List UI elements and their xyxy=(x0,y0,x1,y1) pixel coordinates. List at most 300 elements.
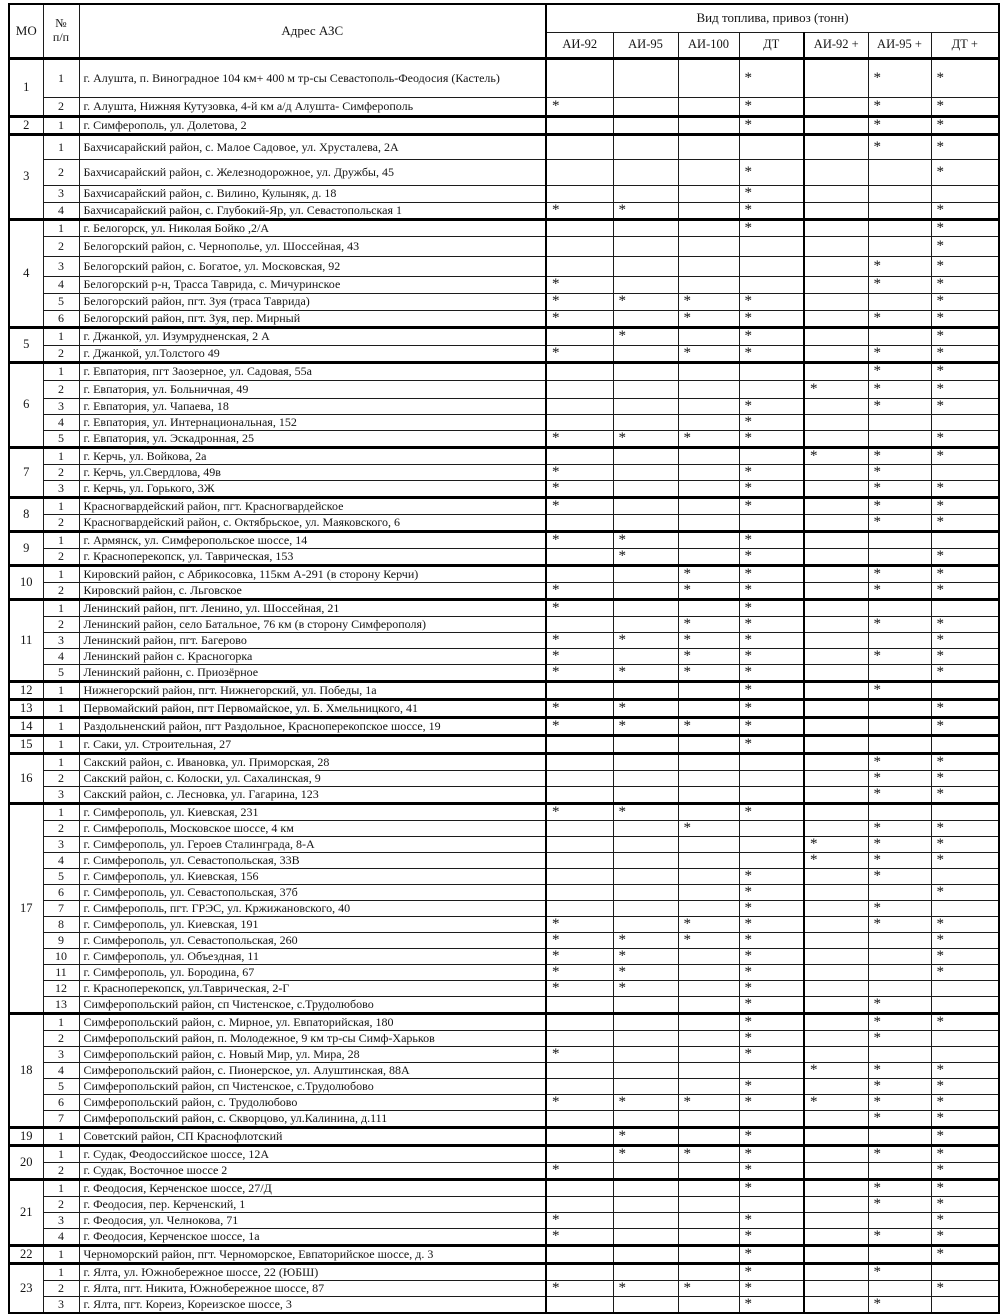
table-row xyxy=(9,345,999,362)
fuel-cell-ai100 xyxy=(678,803,739,820)
fuel-cell-ai92 xyxy=(546,380,613,398)
fuel-cell-ai100 xyxy=(678,327,739,345)
header-fuel-ai95plus: АИ-95 + xyxy=(868,32,931,58)
fuel-cell-dt: * xyxy=(739,648,804,664)
row-number-cell: 9 xyxy=(43,932,79,948)
fuel-cell-ai95 xyxy=(613,276,678,293)
fuel-cell-ai92plus xyxy=(804,632,868,648)
fuel-cell-dtplus: * xyxy=(931,293,999,310)
fuel-cell-ai92plus xyxy=(804,1263,868,1280)
fuel-cell-ai92: * xyxy=(546,464,613,480)
fuel-cell-ai95: * xyxy=(613,293,678,310)
table-row xyxy=(9,996,999,1013)
fuel-cell-ai100: * xyxy=(678,616,739,632)
fuel-cell-dtplus: * xyxy=(931,916,999,932)
row-number-cell: 4 xyxy=(43,852,79,868)
fuel-cell-dtplus: * xyxy=(931,1094,999,1110)
fuel-cell-ai100 xyxy=(678,1228,739,1245)
fuel-cell-ai95plus xyxy=(868,803,931,820)
fuel-cell-ai95: * xyxy=(613,1094,678,1110)
fuel-cell-ai95plus xyxy=(868,414,931,430)
fuel-cell-ai95 xyxy=(613,868,678,884)
fuel-cell-ai95plus: * xyxy=(868,616,931,632)
fuel-cell-dt: * xyxy=(739,1127,804,1145)
fuel-cell-ai100 xyxy=(678,996,739,1013)
row-number-cell: 1 xyxy=(43,116,79,134)
table-row xyxy=(9,1013,999,1030)
fuel-cell-ai95plus: * xyxy=(868,1062,931,1078)
fuel-cell-ai92plus xyxy=(804,1196,868,1212)
address-cell: г. Красноперекопск, ул. Таврическая, 153 xyxy=(79,548,546,565)
fuel-cell-dtplus: * xyxy=(931,236,999,256)
fuel-cell-ai95plus xyxy=(868,531,931,548)
fuel-cell-ai92: * xyxy=(546,531,613,548)
fuel-cell-ai100 xyxy=(678,1212,739,1228)
fuel-cell-ai95: * xyxy=(613,664,678,681)
table-row xyxy=(9,565,999,582)
fuel-cell-ai92plus xyxy=(804,648,868,664)
fuel-cell-dt xyxy=(739,380,804,398)
address-cell: Ленинский районн, с. Приозёрное xyxy=(79,664,546,681)
fuel-cell-ai95: * xyxy=(613,964,678,980)
row-number-cell: 1 xyxy=(43,497,79,514)
fuel-cell-dt: * xyxy=(739,1030,804,1046)
fuel-cell-dt xyxy=(739,1110,804,1127)
table-row xyxy=(9,1280,999,1296)
address-cell: г. Симферополь, Московское шоссе, 4 км xyxy=(79,820,546,836)
address-cell: г. Судак, Феодоссийское шоссе, 12А xyxy=(79,1145,546,1162)
fuel-cell-dtplus: * xyxy=(931,1013,999,1030)
fuel-cell-ai92 xyxy=(546,820,613,836)
fuel-cell-ai95 xyxy=(613,1162,678,1179)
fuel-cell-ai100 xyxy=(678,447,739,464)
fuel-cell-ai95plus xyxy=(868,932,931,948)
fuel-cell-ai100 xyxy=(678,1013,739,1030)
mo-cell: 9 xyxy=(9,531,43,565)
fuel-cell-ai92 xyxy=(546,236,613,256)
fuel-cell-ai100: * xyxy=(678,310,739,327)
fuel-cell-ai95plus xyxy=(868,1162,931,1179)
table-row xyxy=(9,852,999,868)
fuel-cell-dtplus: * xyxy=(931,964,999,980)
fuel-cell-ai95plus: * xyxy=(868,1094,931,1110)
fuel-cell-ai92 xyxy=(546,884,613,900)
table-row xyxy=(9,1145,999,1162)
fuel-cell-ai92 xyxy=(546,327,613,345)
fuel-cell-dt xyxy=(739,514,804,531)
row-number-cell: 3 xyxy=(43,185,79,202)
address-cell: Симферопольский район, с. Новый Мир, ул. Мира, 28 xyxy=(79,1046,546,1062)
table-row xyxy=(9,900,999,916)
row-number-cell: 4 xyxy=(43,1062,79,1078)
fuel-cell-ai95: * xyxy=(613,699,678,717)
fuel-cell-ai95 xyxy=(613,616,678,632)
fuel-cell-ai100 xyxy=(678,1162,739,1179)
fuel-cell-ai92: * xyxy=(546,648,613,664)
fuel-cell-ai95 xyxy=(613,852,678,868)
address-cell: г. Красноперекопск, ул.Таврическая, 2-Г xyxy=(79,980,546,996)
fuel-cell-ai100 xyxy=(678,548,739,565)
row-number-cell: 1 xyxy=(43,565,79,582)
fuel-cell-dtplus: * xyxy=(931,616,999,632)
fuel-cell-ai95: * xyxy=(613,948,678,964)
table-row xyxy=(9,1179,999,1196)
fuel-cell-dtplus: * xyxy=(931,717,999,735)
fuel-cell-dt: * xyxy=(739,599,804,616)
row-number-cell: 6 xyxy=(43,1094,79,1110)
fuel-cell-ai100 xyxy=(678,786,739,803)
fuel-cell-ai92plus xyxy=(804,1078,868,1094)
fuel-cell-ai95: * xyxy=(613,430,678,447)
fuel-cell-ai100: * xyxy=(678,632,739,648)
fuel-cell-ai100 xyxy=(678,514,739,531)
row-number-cell: 3 xyxy=(43,1046,79,1062)
table-row xyxy=(9,616,999,632)
table-row xyxy=(9,582,999,599)
fuel-cell-ai100: * xyxy=(678,582,739,599)
fuel-cell-ai95: * xyxy=(613,980,678,996)
row-number-cell: 4 xyxy=(43,276,79,293)
fuel-cell-dtplus: * xyxy=(931,1228,999,1245)
mo-cell: 6 xyxy=(9,362,43,447)
row-number-cell: 1 xyxy=(43,447,79,464)
fuel-cell-ai92plus xyxy=(804,753,868,770)
fuel-cell-ai100 xyxy=(678,836,739,852)
fuel-cell-dt xyxy=(739,134,804,159)
fuel-cell-ai92: * xyxy=(546,97,613,116)
fuel-cell-ai92 xyxy=(546,996,613,1013)
fuel-cell-dtplus: * xyxy=(931,1280,999,1296)
row-number-cell: 8 xyxy=(43,916,79,932)
table-row xyxy=(9,836,999,852)
fuel-cell-ai92: * xyxy=(546,202,613,219)
row-number-cell: 5 xyxy=(43,868,79,884)
address-cell: г. Симферополь, ул. Героев Сталинграда, 8-А xyxy=(79,836,546,852)
mo-cell: 19 xyxy=(9,1127,43,1145)
fuel-cell-ai95: * xyxy=(613,548,678,565)
fuel-cell-ai95 xyxy=(613,1013,678,1030)
address-cell: г. Симферополь, ул. Киевская, 231 xyxy=(79,803,546,820)
fuel-cell-ai95plus xyxy=(868,327,931,345)
address-cell: г. Евпатория, ул. Больничная, 49 xyxy=(79,380,546,398)
fuel-cell-ai95plus xyxy=(868,430,931,447)
fuel-cell-ai92 xyxy=(546,1179,613,1196)
row-number-cell: 1 xyxy=(43,735,79,753)
fuel-cell-ai92plus xyxy=(804,996,868,1013)
fuel-cell-dtplus xyxy=(931,599,999,616)
fuel-cell-ai95plus: * xyxy=(868,1030,931,1046)
row-number-cell: 1 xyxy=(43,803,79,820)
row-number-cell: 1 xyxy=(43,599,79,616)
fuel-cell-ai100 xyxy=(678,116,739,134)
mo-cell: 2 xyxy=(9,116,43,134)
fuel-cell-ai95plus xyxy=(868,735,931,753)
fuel-cell-ai100 xyxy=(678,1245,739,1263)
address-cell: г. Евпатория, ул. Чапаева, 18 xyxy=(79,398,546,414)
fuel-cell-ai92plus xyxy=(804,699,868,717)
fuel-cell-ai92plus xyxy=(804,185,868,202)
fuel-cell-ai95plus xyxy=(868,632,931,648)
fuel-cell-ai95 xyxy=(613,599,678,616)
fuel-cell-dt: * xyxy=(739,1145,804,1162)
mo-cell: 23 xyxy=(9,1263,43,1313)
fuel-cell-ai100 xyxy=(678,1196,739,1212)
fuel-cell-dt: * xyxy=(739,1280,804,1296)
row-number-cell: 5 xyxy=(43,430,79,447)
fuel-cell-ai92: * xyxy=(546,948,613,964)
address-cell: Белогорский район, пгт. Зуя, пер. Мирный xyxy=(79,310,546,327)
table-row xyxy=(9,1196,999,1212)
address-cell: г. Феодосия, Керченское шоссе, 1а xyxy=(79,1228,546,1245)
fuel-cell-ai95 xyxy=(613,447,678,464)
fuel-cell-ai95 xyxy=(613,236,678,256)
fuel-cell-ai100: * xyxy=(678,345,739,362)
table-row xyxy=(9,1094,999,1110)
fuel-cell-ai92plus: * xyxy=(804,447,868,464)
fuel-cell-ai100: * xyxy=(678,664,739,681)
table-row xyxy=(9,293,999,310)
fuel-cell-ai100 xyxy=(678,681,739,699)
fuel-cell-dt xyxy=(739,1062,804,1078)
fuel-cell-dtplus xyxy=(931,681,999,699)
fuel-cell-dtplus: * xyxy=(931,1078,999,1094)
mo-cell: 15 xyxy=(9,735,43,753)
address-cell: Белогорский район, с. Богатое, ул. Московская, 92 xyxy=(79,256,546,276)
fuel-cell-dt: * xyxy=(739,932,804,948)
fuel-cell-ai95plus: * xyxy=(868,497,931,514)
fuel-cell-ai100 xyxy=(678,699,739,717)
fuel-cell-dt: * xyxy=(739,1179,804,1196)
fuel-cell-dt xyxy=(739,786,804,803)
fuel-cell-ai100 xyxy=(678,159,739,185)
fuel-cell-ai95 xyxy=(613,1046,678,1062)
address-cell: г. Симферополь, ул. Севастопольская, 260 xyxy=(79,932,546,948)
fuel-cell-ai95 xyxy=(613,514,678,531)
fuel-cell-ai95: * xyxy=(613,1145,678,1162)
fuel-cell-ai95 xyxy=(613,1196,678,1212)
fuel-cell-dt: * xyxy=(739,531,804,548)
fuel-cell-ai92plus xyxy=(804,664,868,681)
fuel-cell-ai92plus xyxy=(804,820,868,836)
fuel-cell-ai95 xyxy=(613,1110,678,1127)
address-cell: Симферопольский район, с. Мирное, ул. Евпаторийская, 180 xyxy=(79,1013,546,1030)
fuel-cell-dtplus xyxy=(931,464,999,480)
fuel-cell-ai92plus xyxy=(804,1280,868,1296)
fuel-cell-ai92: * xyxy=(546,717,613,735)
fuel-cell-dtplus: * xyxy=(931,1196,999,1212)
fuel-cell-ai92 xyxy=(546,185,613,202)
address-cell: Кировский район, с. Льговское xyxy=(79,582,546,599)
fuel-cell-dt: * xyxy=(739,548,804,565)
fuel-cell-ai92plus xyxy=(804,900,868,916)
row-number-cell: 1 xyxy=(43,58,79,97)
row-number-cell: 2 xyxy=(43,582,79,599)
fuel-cell-ai95 xyxy=(613,116,678,134)
fuel-cell-ai100 xyxy=(678,219,739,236)
fuel-cell-ai92plus xyxy=(804,464,868,480)
address-cell: г. Ялта, ул. Южнобережное шоссе, 22 (ЮБШ) xyxy=(79,1263,546,1280)
row-number-cell: 3 xyxy=(43,632,79,648)
fuel-cell-ai95 xyxy=(613,380,678,398)
mo-cell: 17 xyxy=(9,803,43,1013)
address-cell: г. Симферополь, ул. Киевская, 156 xyxy=(79,868,546,884)
fuel-cell-ai100 xyxy=(678,97,739,116)
fuel-cell-ai95plus: * xyxy=(868,447,931,464)
fuel-cell-ai92 xyxy=(546,414,613,430)
fuel-cell-dtplus: * xyxy=(931,134,999,159)
fuel-cell-ai92: * xyxy=(546,1212,613,1228)
row-number-cell: 1 xyxy=(43,1245,79,1263)
fuel-cell-dt: * xyxy=(739,735,804,753)
fuel-cell-dt: * xyxy=(739,565,804,582)
fuel-cell-dtplus: * xyxy=(931,852,999,868)
fuel-cell-ai95plus: * xyxy=(868,514,931,531)
fuel-cell-ai100 xyxy=(678,202,739,219)
fuel-cell-ai92 xyxy=(546,514,613,531)
address-cell: г. Симферополь, ул. Севастопольская, 37б xyxy=(79,884,546,900)
fuel-cell-ai95plus xyxy=(868,159,931,185)
mo-cell: 1 xyxy=(9,58,43,116)
address-cell: Ленинский район, пгт. Ленино, ул. Шоссейная, 21 xyxy=(79,599,546,616)
row-number-cell: 2 xyxy=(43,1196,79,1212)
table-row xyxy=(9,464,999,480)
row-number-cell: 3 xyxy=(43,480,79,497)
fuel-cell-ai92: * xyxy=(546,664,613,681)
address-cell: Белогорский р-н, Трасса Таврида, с. Мичуринское xyxy=(79,276,546,293)
address-cell: Сакский район, с. Колоски, ул. Сахалинская, 9 xyxy=(79,770,546,786)
table-row xyxy=(9,276,999,293)
table-row xyxy=(9,664,999,681)
fuel-cell-dtplus: * xyxy=(931,497,999,514)
fuel-cell-dt: * xyxy=(739,964,804,980)
fuel-cell-ai95 xyxy=(613,582,678,599)
address-cell: Первомайский район, пгт Первомайское, ул. Б. Хмельницкого, 41 xyxy=(79,699,546,717)
fuel-cell-dtplus: * xyxy=(931,97,999,116)
fuel-cell-ai95 xyxy=(613,916,678,932)
mo-cell: 4 xyxy=(9,219,43,327)
fuel-cell-dtplus xyxy=(931,803,999,820)
fuel-cell-dt: * xyxy=(739,717,804,735)
fuel-cell-dt: * xyxy=(739,398,804,414)
fuel-cell-ai92: * xyxy=(546,599,613,616)
row-number-cell: 6 xyxy=(43,310,79,327)
fuel-cell-ai95plus xyxy=(868,1127,931,1145)
header-num-line2: п/п xyxy=(52,29,70,44)
fuel-cell-ai92 xyxy=(546,256,613,276)
fuel-cell-ai100 xyxy=(678,276,739,293)
fuel-cell-ai100 xyxy=(678,134,739,159)
row-number-cell: 1 xyxy=(43,219,79,236)
row-number-cell: 4 xyxy=(43,648,79,664)
fuel-cell-ai100 xyxy=(678,884,739,900)
row-number-cell: 3 xyxy=(43,398,79,414)
fuel-cell-dtplus xyxy=(931,735,999,753)
row-number-cell: 2 xyxy=(43,616,79,632)
fuel-cell-ai92: * xyxy=(546,480,613,497)
fuel-cell-dtplus: * xyxy=(931,256,999,276)
table-row xyxy=(9,1062,999,1078)
fuel-cell-ai92: * xyxy=(546,632,613,648)
row-number-cell: 1 xyxy=(43,1127,79,1145)
fuel-cell-dt: * xyxy=(739,1078,804,1094)
fuel-cell-dtplus: * xyxy=(931,548,999,565)
row-number-cell: 4 xyxy=(43,202,79,219)
fuel-cell-dtplus: * xyxy=(931,1179,999,1196)
row-number-cell: 2 xyxy=(43,770,79,786)
fuel-cell-ai95plus: * xyxy=(868,1228,931,1245)
fuel-cell-dt: * xyxy=(739,884,804,900)
fuel-cell-ai95plus: * xyxy=(868,398,931,414)
fuel-cell-ai92plus xyxy=(804,256,868,276)
address-cell: Белогорский район, с. Чернополье, ул. Шоссейная, 43 xyxy=(79,236,546,256)
fuel-cell-ai100 xyxy=(678,948,739,964)
fuel-cell-ai100: * xyxy=(678,820,739,836)
table-header xyxy=(9,4,999,58)
fuel-cell-ai100 xyxy=(678,900,739,916)
fuel-cell-ai92plus xyxy=(804,616,868,632)
fuel-cell-dtplus: * xyxy=(931,884,999,900)
fuel-cell-ai92plus xyxy=(804,97,868,116)
header-fuel-ai92plus: АИ-92 + xyxy=(804,32,868,58)
fuel-cell-ai92 xyxy=(546,116,613,134)
table-row xyxy=(9,497,999,514)
fuel-cell-dtplus: * xyxy=(931,565,999,582)
fuel-cell-dt: * xyxy=(739,414,804,430)
fuel-cell-ai92plus xyxy=(804,717,868,735)
fuel-cell-ai92plus xyxy=(804,548,868,565)
fuel-cell-dtplus: * xyxy=(931,327,999,345)
fuel-cell-ai92 xyxy=(546,786,613,803)
fuel-cell-ai100 xyxy=(678,1296,739,1313)
fuel-cell-ai92 xyxy=(546,616,613,632)
fuel-cell-dt: * xyxy=(739,480,804,497)
mo-cell: 18 xyxy=(9,1013,43,1127)
address-cell: Ленинский район, пгт. Багерово xyxy=(79,632,546,648)
fuel-cell-ai92plus xyxy=(804,1046,868,1062)
fuel-cell-ai95plus: * xyxy=(868,1196,931,1212)
fuel-cell-dtplus: * xyxy=(931,582,999,599)
fuel-cell-ai95 xyxy=(613,1078,678,1094)
fuel-cell-ai95 xyxy=(613,134,678,159)
address-cell: Кировский район, с Абрикосовка, 115км А-291 (в сторону Керчи) xyxy=(79,565,546,582)
fuel-cell-ai92 xyxy=(546,362,613,380)
table-row xyxy=(9,820,999,836)
fuel-cell-ai92 xyxy=(546,447,613,464)
fuel-cell-ai92: * xyxy=(546,1280,613,1296)
fuel-cell-ai92plus xyxy=(804,58,868,97)
fuel-cell-ai100: * xyxy=(678,916,739,932)
address-cell: Черноморский район, пгт. Черноморское, Евпаторийское шоссе, д. 3 xyxy=(79,1245,546,1263)
row-number-cell: 7 xyxy=(43,900,79,916)
address-cell: г. Симферополь, пгт. ГРЭС, ул. Кржижановского, 40 xyxy=(79,900,546,916)
fuel-cell-ai100 xyxy=(678,868,739,884)
fuel-cell-ai92: * xyxy=(546,430,613,447)
mo-cell: 10 xyxy=(9,565,43,599)
fuel-cell-ai95 xyxy=(613,1263,678,1280)
fuel-cell-ai95 xyxy=(613,480,678,497)
row-number-cell: 1 xyxy=(43,753,79,770)
fuel-cell-ai95plus: * xyxy=(868,565,931,582)
fuel-cell-ai95plus xyxy=(868,664,931,681)
table-row xyxy=(9,599,999,616)
fuel-cell-dtplus: * xyxy=(931,1245,999,1263)
fuel-cell-ai92plus xyxy=(804,1228,868,1245)
fuel-cell-ai95plus: * xyxy=(868,868,931,884)
fuel-cell-ai100 xyxy=(678,735,739,753)
fuel-cell-ai95plus xyxy=(868,548,931,565)
fuel-cell-ai92plus xyxy=(804,310,868,327)
fuel-cell-ai95 xyxy=(613,900,678,916)
